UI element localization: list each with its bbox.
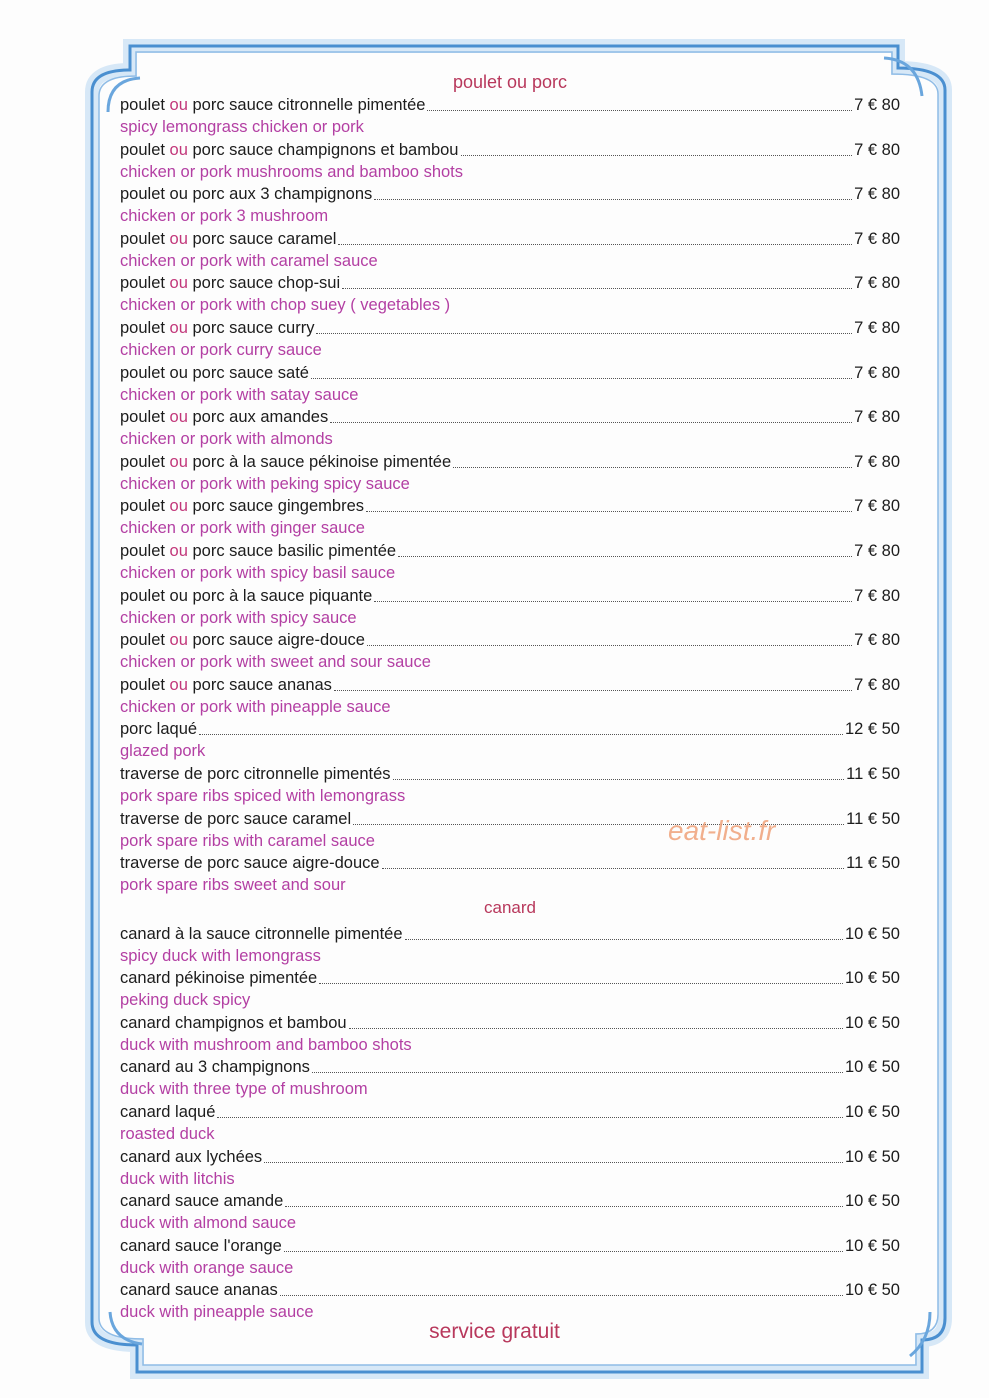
dotted-leader [405,939,843,940]
menu-item-english-name: pork spare ribs spiced with lemongrass [120,786,406,805]
menu-item-french-line [120,1012,900,1034]
menu-item-price: 11 € 50 [846,854,900,873]
menu-item-french-line [120,406,900,428]
menu-item-english-name: pork spare ribs sweet and sour [120,876,346,895]
menu-item-french-line [120,763,900,785]
menu-item [120,718,900,763]
menu-item-price: 10 € 50 [844,1013,900,1032]
dotted-leader [217,1117,843,1118]
dotted-leader [374,199,852,200]
dotted-leader [338,244,852,245]
menu-item-french-line [120,183,900,205]
menu-item-french-name: canard pékinoise pimentée [120,969,318,988]
section-title-poulet-porc: poulet ou porc [452,72,568,92]
dotted-leader [382,868,845,869]
dotted-leader [311,378,852,379]
menu-item-french-name: poulet ou porc sauce citronnelle pimentée [120,96,426,114]
menu-item-price: 10 € 50 [844,1103,900,1122]
highlight-ou: ou [169,452,188,471]
menu-item-price: 7 € 80 [854,229,900,248]
menu-item-french-line [120,1101,900,1123]
menu-item [120,1101,900,1146]
menu-item-english-name: duck with almond sauce [120,1214,297,1233]
menu-item-price: 10 € 50 [844,1236,900,1255]
menu-item [120,317,900,362]
menu-item [120,674,900,719]
menu-item-french-line [120,585,900,607]
section-title-canard: canard [484,897,536,917]
footer-service-note: service gratuit [429,1320,560,1343]
menu-item-price: 7 € 80 [854,140,900,159]
menu-item-price: 7 € 80 [854,318,900,337]
menu-item-english-name: duck with pineapple sauce [120,1303,314,1322]
menu-list [120,70,900,1324]
menu-item-french-name: poulet ou porc à la sauce pékinoise pimentée [120,452,452,471]
menu-item-price: 7 € 80 [854,675,900,694]
dotted-leader [264,1162,843,1163]
menu-item-french-name: poulet ou porc sauce saté [120,363,309,382]
menu-item [120,1012,900,1057]
menu-item [120,139,900,184]
menu-item-english-name: chicken or pork with caramel sauce [120,251,378,270]
menu-item-french-line [120,808,900,830]
menu-item-price: 10 € 50 [844,924,900,943]
menu-item-french-line [120,674,900,696]
menu-item-english-name: chicken or pork with ginger sauce [120,519,365,538]
menu-item-french-name: canard sauce ananas [120,1281,278,1300]
menu-item-french-name: porc laqué [120,720,198,739]
highlight-ou: ou [169,140,188,159]
menu-item-french-line [120,718,900,740]
menu-item [120,540,900,585]
menu-item-english-name: roasted duck [120,1125,215,1144]
menu-item-english-name: glazed pork [120,742,206,761]
menu-item-french-name: canard champignos et bambou [120,1013,347,1032]
menu-item-french-name: poulet ou porc à la sauce piquante [120,586,373,605]
menu-item-french-line [120,923,900,945]
menu-item [120,228,900,273]
menu-item-english-name: peking duck spicy [120,991,251,1010]
menu-item-english-name: chicken or pork with spicy basil sauce [120,563,396,582]
menu-item-french-line [120,272,900,294]
menu-item-price: 7 € 80 [854,185,900,204]
menu-item-english-name: chicken or pork with spicy sauce [120,608,357,627]
menu-item-english-name: chicken or pork with almonds [120,430,333,449]
menu-item [120,585,900,630]
menu-item-french-name: poulet ou porc sauce basilic pimentée [120,541,397,560]
menu-item-english-name: chicken or pork 3 mushroom [120,207,329,226]
menu-item-english-name: duck with litchis [120,1169,235,1188]
menu-item-french-line [120,1235,900,1257]
menu-item-price: 7 € 80 [854,631,900,650]
watermark: eat-list.fr [668,815,776,846]
menu-item [120,1279,900,1324]
menu-item-price: 7 € 80 [854,541,900,560]
menu-item-price: 7 € 80 [854,497,900,516]
highlight-ou: ou [169,631,188,650]
menu-item-french-line [120,94,900,116]
menu-item-french-line [120,629,900,651]
dotted-leader [427,110,852,111]
menu-item-english-name: chicken or pork mushrooms and bamboo shots [120,162,464,181]
menu-item [120,183,900,228]
menu-item-price: 10 € 50 [844,969,900,988]
dotted-leader [461,155,853,156]
menu-item-french-name: canard à la sauce citronnelle pimentée [120,924,403,943]
menu-item [120,1235,900,1280]
menu-item-french-line [120,1279,900,1301]
menu-item [120,763,900,808]
menu-item-english-name: spicy lemongrass chicken or pork [120,118,364,136]
menu-item-price: 7 € 80 [854,274,900,293]
dotted-leader [342,288,852,289]
menu-item-french-name: poulet ou porc sauce caramel [120,229,337,248]
menu-item [120,967,900,1012]
menu-item-french-line [120,540,900,562]
menu-item [120,852,900,897]
menu-item-price: 7 € 80 [854,586,900,605]
dotted-leader [374,601,852,602]
menu-item-price: 7 € 80 [854,363,900,382]
menu-item-french-name: canard sauce amande [120,1192,284,1211]
menu-item [120,808,900,853]
highlight-ou: ou [169,497,188,516]
highlight-ou: ou [169,96,188,114]
menu-item-french-name: poulet ou porc sauce curry [120,318,315,337]
menu-item-english-name: spicy duck with lemongrass [120,946,321,965]
menu-item [120,495,900,540]
menu-item-french-name: poulet ou porc sauce chop-sui [120,274,341,293]
menu-item-french-name: poulet ou porc sauce aigre-douce [120,631,365,650]
menu-item-french-line [120,852,900,874]
menu-item-english-name: duck with mushroom and bamboo shots [120,1035,412,1054]
menu-item-english-name: chicken or pork with pineapple sauce [120,697,391,716]
menu-item-price: 10 € 50 [844,1147,900,1166]
dotted-leader [284,1251,843,1252]
dotted-leader [366,511,852,512]
menu-item-french-name: poulet ou porc sauce champignons et bambou [120,140,459,159]
menu-item [120,1190,900,1235]
menu-item-french-name: canard aux lychées [120,1147,263,1166]
highlight-ou: ou [169,408,188,427]
menu-item-french-line [120,1146,900,1168]
menu-item-french-name: poulet ou porc aux amandes [120,408,329,427]
menu-item [120,451,900,496]
dotted-leader [316,333,852,334]
menu-item [120,362,900,407]
menu-item-english-name: chicken or pork with peking spicy sauce [120,474,410,493]
dotted-leader [349,1028,843,1029]
menu-item-french-name: poulet ou porc sauce ananas [120,675,332,694]
menu-item-english-name: chicken or pork with chop suey ( vegetables ) [120,296,451,315]
menu-item-price: 11 € 50 [846,764,900,783]
menu-item-french-line [120,967,900,989]
menu-item-price: 11 € 50 [846,809,900,828]
menu-item-french-line [120,362,900,384]
menu-item-french-line [120,495,900,517]
section-poulet-porc [120,94,900,897]
menu-item-price: 7 € 80 [854,452,900,471]
menu-item-price: 7 € 80 [854,96,900,114]
menu-item-french-line [120,1056,900,1078]
highlight-ou: ou [169,229,188,248]
menu-item-english-name: chicken or pork curry sauce [120,340,322,359]
highlight-ou: ou [169,675,188,694]
menu-item-french-line [120,228,900,250]
menu-item-price: 10 € 50 [844,1192,900,1211]
menu-item-french-name: traverse de porc citronnelle pimentés [120,764,391,783]
menu-item-french-name: poulet ou porc aux 3 champignons [120,185,373,204]
highlight-ou: ou [169,318,188,337]
menu-item-french-name: traverse de porc sauce caramel [120,809,352,828]
menu-item-french-line [120,317,900,339]
menu-item-english-name: chicken or pork with sweet and sour sauce [120,653,431,672]
menu-item-price: 10 € 50 [844,1058,900,1077]
dotted-leader [398,556,852,557]
dotted-leader [334,690,852,691]
menu-item-english-name: pork spare ribs with caramel sauce [120,831,375,850]
menu-item-french-line [120,1190,900,1212]
menu-item-french-name: canard sauce l'orange [120,1236,282,1255]
menu-item [120,1146,900,1191]
menu-item-price: 10 € 50 [844,1281,900,1300]
menu-item-french-line [120,451,900,473]
menu-item-price: 7 € 80 [854,408,900,427]
dotted-leader [312,1072,843,1073]
menu-item-french-name: canard au 3 champignons [120,1058,310,1077]
menu-item [120,629,900,674]
dotted-leader [330,422,852,423]
dotted-leader [199,734,843,735]
highlight-ou: ou [169,541,188,560]
menu-item [120,272,900,317]
dotted-leader [453,467,852,468]
section-canard [120,923,900,1324]
menu-item-english-name: chicken or pork with satay sauce [120,385,359,404]
menu-item [120,923,900,968]
menu-item-english-name: duck with orange sauce [120,1258,294,1277]
dotted-leader [319,983,843,984]
menu-item-price: 12 € 50 [844,720,900,739]
menu-item-french-name: traverse de porc sauce aigre-douce [120,854,380,873]
dotted-leader [280,1295,843,1296]
menu-item-french-name: poulet ou porc sauce gingembres [120,497,365,516]
dotted-leader [393,779,845,780]
menu-item [120,406,900,451]
menu-item-english-name: duck with three type of mushroom [120,1080,368,1099]
menu-item-french-line [120,139,900,161]
menu-item [120,1056,900,1101]
menu-item [120,94,900,139]
dotted-leader [285,1206,843,1207]
menu-item-french-name: canard laqué [120,1103,216,1122]
highlight-ou: ou [169,274,188,293]
dotted-leader [367,645,852,646]
